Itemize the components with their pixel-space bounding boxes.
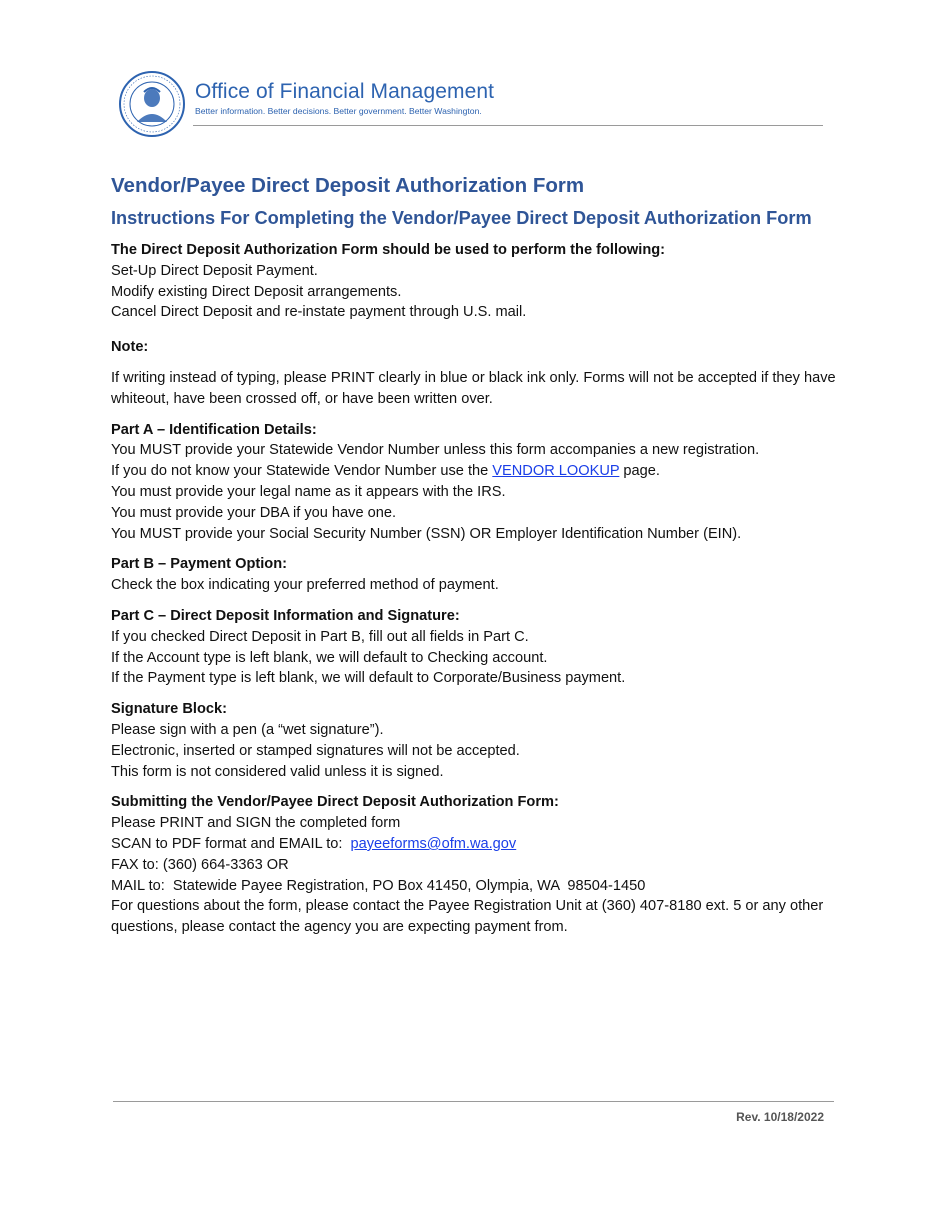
- part-c-line: If the Payment type is left blank, we will default to Corporate/Business payment.: [111, 670, 626, 687]
- submitting-heading: Submitting the Vendor/Payee Direct Deposit Authorization Form:: [111, 794, 559, 811]
- vendor-lookup-link[interactable]: VENDOR LOOKUP: [492, 463, 620, 480]
- part-a-line: You must provide your DBA if you have one.: [111, 504, 397, 521]
- part-a-lookup-text: If you do not know your Statewide Vendor Number use the: [111, 463, 493, 480]
- org-tagline: Better information. Better decisions. Better government. Better Washington.: [195, 106, 482, 116]
- part-c-line: If the Account type is left blank, we will default to Checking account.: [111, 649, 548, 666]
- intro-line: Set-Up Direct Deposit Payment.: [111, 262, 318, 279]
- instructions-body: [111, 172, 846, 938]
- page-subtitle: Instructions For Completing the Vendor/Payee Direct Deposit Authorization Form: [111, 208, 812, 228]
- submitting-mail: MAIL to: Statewide Payee Registration, PO Box 41450, Olympia, WA 98504-1450: [111, 877, 646, 894]
- part-c-heading: Part C – Direct Deposit Information and Signature:: [111, 607, 460, 624]
- part-b-line: Check the box indicating your preferred method of payment.: [111, 577, 499, 594]
- submitting-fax: FAX to: (360) 664-3363 OR: [111, 856, 289, 873]
- part-a-line: You must provide your legal name as it appears with the IRS.: [111, 483, 506, 500]
- email-link[interactable]: payeeforms@ofm.wa.gov: [350, 835, 517, 852]
- submitting-email-text: SCAN to PDF format and EMAIL to:: [111, 835, 351, 852]
- part-a-lookup-line: [111, 461, 846, 482]
- footer-divider: [113, 1101, 834, 1102]
- part-a-line: You MUST provide your Social Security Number (SSN) OR Employer Identification Number (EIN).: [111, 525, 742, 542]
- part-b-heading: Part B – Payment Option:: [111, 556, 287, 573]
- part-a-line: You MUST provide your Statewide Vendor Number unless this form accompanies a new registration.: [111, 442, 760, 459]
- org-name: Office of Financial Management: [195, 80, 495, 103]
- note-text: If writing instead of typing, please PRINT clearly in blue or black ink only. Forms will not be accepted if they have whiteout, have been crossed off, or have been written over.: [111, 369, 836, 407]
- part-c-line: If you checked Direct Deposit in Part B, fill out all fields in Part C.: [111, 628, 529, 645]
- part-a-lookup-suffix: page.: [619, 463, 660, 480]
- submitting-line: Please PRINT and SIGN the completed form: [111, 815, 401, 832]
- signature-line: Electronic, inserted or stamped signatures will not be accepted.: [111, 742, 520, 759]
- intro-heading: The Direct Deposit Authorization Form should be used to perform the following:: [111, 242, 666, 258]
- intro-line: Modify existing Direct Deposit arrangements.: [111, 283, 402, 300]
- signature-heading: Signature Block:: [111, 701, 227, 718]
- signature-line: This form is not considered valid unless it is signed.: [111, 763, 444, 780]
- header-divider: [193, 125, 823, 126]
- state-seal-logo: [115, 70, 189, 138]
- revision-date: Rev. 10/18/2022: [736, 1110, 824, 1124]
- signature-line: Please sign with a pen (a “wet signature”).: [111, 721, 384, 738]
- page-title: Vendor/Payee Direct Deposit Authorization Form: [111, 174, 585, 197]
- submitting-email-line: [111, 834, 846, 855]
- part-a-heading: Part A – Identification Details:: [111, 421, 317, 438]
- letterhead: [115, 68, 825, 138]
- note-heading: Note:: [111, 339, 149, 356]
- submitting-questions: For questions about the form, please contact the Payee Registration Unit at (360) 407-8180 ext. 5 or any other questions, please contact the agency you are expecting payment from.: [111, 898, 824, 936]
- intro-line: Cancel Direct Deposit and re-instate payment through U.S. mail.: [111, 304, 527, 321]
